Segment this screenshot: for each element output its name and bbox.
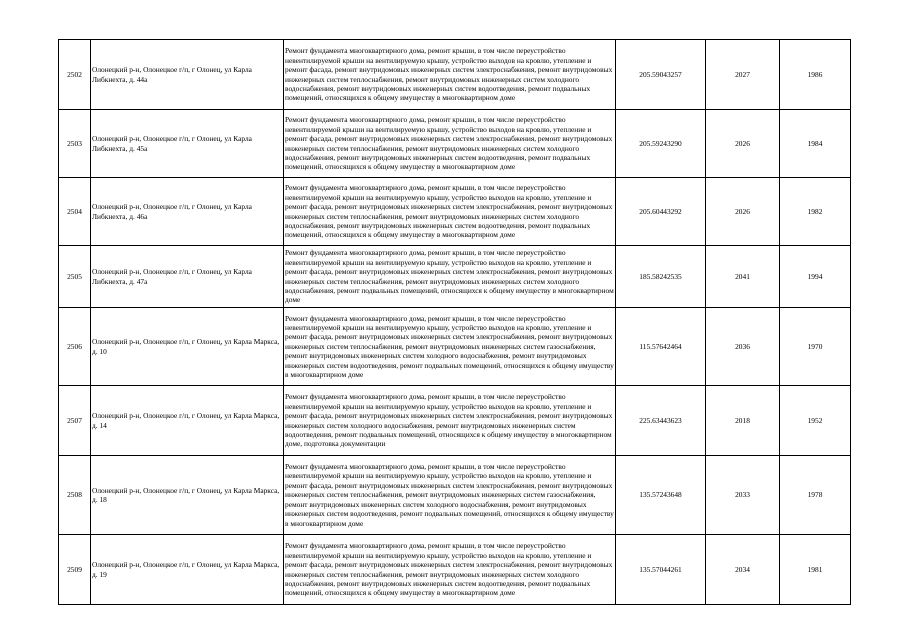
planned-year-cell: 2041 — [706, 246, 780, 308]
repair-cost-cell: 225.63443623 — [616, 386, 706, 456]
year-built-cell: 1994 — [780, 246, 851, 308]
repair-works-cell: Ремонт фундамента многоквартирного дома, ремонт крыши, в том числе переустройство невентилируемой крыши на вентилируемую крышу, устройство выходов на кровлю, утепление и ремонт фасада, ремонт внутридомовых инженерных систем электроснабжения, ремонт внутридомовых инженерных систем холодного водоснабжения, ремонт внутридомовых инженерных систем водоотведения, ремонт подвальных помещений, относящихся к общему имуществу в многоквартирном доме, подготовка документации — [284, 386, 616, 456]
year-built-cell: 1984 — [780, 110, 851, 178]
table-body — [59, 40, 851, 605]
house-address-cell: Олонецкий р-н, Олонецкое г/п, г Олонец, ул Карла Либкнехта, д. 47а — [91, 246, 284, 308]
repair-cost-cell: 185.58242535 — [616, 246, 706, 308]
repair-works-cell: Ремонт фундамента многоквартирного дома, ремонт крыши, в том числе переустройство невентилируемой крыши на вентилируемую крышу, устройство выходов на кровлю, утепление и ремонт фасада, ремонт внутридомовых инженерных систем электроснабжения, ремонт внутридомовых инженерных систем теплоснабжения, ремонт внутридомовых инженерных систем холодного водоснабжения, ремонт внутридомовых инженерных систем водоотведения, ремонт подвальных помещений, относящихся к общему имуществу в многоквартирном доме — [284, 178, 616, 246]
planned-year-cell: 2026 — [706, 110, 780, 178]
repair-works-cell: Ремонт фундамента многоквартирного дома, ремонт крыши, в том числе переустройство невентилируемой крыши на вентилируемую крышу, устройство выходов на кровлю, утепление и ремонт фасада, ремонт внутридомовых инженерных систем электроснабжения, ремонт внутридомовых инженерных систем теплоснабжения, ремонт внутридомовых инженерных систем холодного водоснабжения, ремонт внутридомовых инженерных систем водоотведения, ремонт подвальных помещений, относящихся к общему имуществу в многоквартирном доме — [284, 535, 616, 605]
repair-cost-cell: 135.57243648 — [616, 456, 706, 535]
year-built-cell: 1970 — [780, 308, 851, 386]
house-address-cell: Олонецкий р-н, Олонецкое г/п, г Олонец, ул Карла Маркса, д. 14 — [91, 386, 284, 456]
planned-year-cell: 2036 — [706, 308, 780, 386]
repair-works-cell: Ремонт фундамента многоквартирного дома, ремонт крыши, в том числе переустройство невентилируемой крыши на вентилируемую крышу, устройство выходов на кровлю, утепление и ремонт фасада, ремонт внутридомовых инженерных систем электроснабжения, ремонт внутридомовых инженерных систем теплоснабжения, ремонт внутридомовых инженерных систем холодного водоснабжения, ремонт внутридомовых инженерных систем водоотведения, ремонт подвальных помещений, относящихся к общему имуществу в многоквартирном доме — [284, 110, 616, 178]
planned-year-cell: 2018 — [706, 386, 780, 456]
table-row — [59, 40, 851, 110]
year-built-cell: 1982 — [780, 178, 851, 246]
row-number-cell: 2505 — [59, 246, 91, 308]
table-row — [59, 386, 851, 456]
repair-cost-cell: 135.57044261 — [616, 535, 706, 605]
planned-year-cell: 2027 — [706, 40, 780, 110]
year-built-cell: 1986 — [780, 40, 851, 110]
planned-year-cell: 2033 — [706, 456, 780, 535]
row-number-cell: 2502 — [59, 40, 91, 110]
table-row — [59, 535, 851, 605]
table-row — [59, 246, 851, 308]
repair-works-cell: Ремонт фундамента многоквартирного дома, ремонт крыши, в том числе переустройство невентилируемой крыши на вентилируемую крышу, устройство выходов на кровлю, утепление и ремонт фасада, ремонт внутридомовых инженерных систем электроснабжения, ремонт внутридомовых инженерных систем теплоснабжения, ремонт внутридомовых инженерных систем газоснабжения, ремонт внутридомовых инженерных систем холодного водоснабжения, ремонт внутридомовых инженерных систем водоотведения, ремонт подвальных помещений, относящихся к общему имуществу в многоквартирном доме — [284, 308, 616, 386]
table-row — [59, 308, 851, 386]
row-number-cell: 2508 — [59, 456, 91, 535]
repair-works-cell: Ремонт фундамента многоквартирного дома, ремонт крыши, в том числе переустройство невентилируемой крыши на вентилируемую крышу, устройство выходов на кровлю, утепление и ремонт фасада, ремонт внутридомовых инженерных систем электроснабжения, ремонт внутридомовых инженерных систем теплоснабжения, ремонт внутридомовых инженерных систем газоснабжения, ремонт внутридомовых инженерных систем холодного водоснабжения, ремонт внутридомовых инженерных систем водоотведения, ремонт подвальных помещений, относящихся к общему имуществу в многоквартирном доме — [284, 456, 616, 535]
table-row — [59, 456, 851, 535]
row-number-cell: 2507 — [59, 386, 91, 456]
repair-cost-cell: 115.57642464 — [616, 308, 706, 386]
table-row — [59, 110, 851, 178]
capital-repair-table — [58, 39, 851, 605]
house-address-cell: Олонецкий р-н, Олонецкое г/п, г Олонец, ул Карла Либкнехта, д. 46а — [91, 178, 284, 246]
repair-works-cell: Ремонт фундамента многоквартирного дома, ремонт крыши, в том числе переустройство невентилируемой крыши на вентилируемую крышу, устройство выходов на кровлю, утепление и ремонт фасада, ремонт внутридомовых инженерных систем электроснабжения, ремонт внутридомовых инженерных систем теплоснабжения, ремонт внутридомовых инженерных систем холодного водоснабжения, ремонт подвальных помещений, относящихся к общему имуществу в многоквартирном доме — [284, 246, 616, 308]
house-address-cell: Олонецкий р-н, Олонецкое г/п, г Олонец, ул Карла Либкнехта, д. 44а — [91, 40, 284, 110]
table-row — [59, 178, 851, 246]
repair-cost-cell: 205.59043257 — [616, 40, 706, 110]
year-built-cell: 1981 — [780, 535, 851, 605]
year-built-cell: 1978 — [780, 456, 851, 535]
repair-cost-cell: 205.60443292 — [616, 178, 706, 246]
house-address-cell: Олонецкий р-н, Олонецкое г/п, г Олонец, ул Карла Маркса, д. 18 — [91, 456, 284, 535]
year-built-cell: 1952 — [780, 386, 851, 456]
row-number-cell: 2504 — [59, 178, 91, 246]
repair-works-cell: Ремонт фундамента многоквартирного дома, ремонт крыши, в том числе переустройство невентилируемой крыши на вентилируемую крышу, устройство выходов на кровлю, утепление и ремонт фасада, ремонт внутридомовых инженерных систем электроснабжения, ремонт внутридомовых инженерных систем теплоснабжения, ремонт внутридомовых инженерных систем холодного водоснабжения, ремонт внутридомовых инженерных систем водоотведения, ремонт подвальных помещений, относящихся к общему имуществу в многоквартирном доме — [284, 40, 616, 110]
row-number-cell: 2503 — [59, 110, 91, 178]
house-address-cell: Олонецкий р-н, Олонецкое г/п, г Олонец, ул Карла Маркса, д. 19 — [91, 535, 284, 605]
planned-year-cell: 2034 — [706, 535, 780, 605]
repair-cost-cell: 205.59243290 — [616, 110, 706, 178]
row-number-cell: 2506 — [59, 308, 91, 386]
row-number-cell: 2509 — [59, 535, 91, 605]
planned-year-cell: 2026 — [706, 178, 780, 246]
house-address-cell: Олонецкий р-н, Олонецкое г/п, г Олонец, ул Карла Маркса, д. 10 — [91, 308, 284, 386]
house-address-cell: Олонецкий р-н, Олонецкое г/п, г Олонец, ул Карла Либкнехта, д. 45а — [91, 110, 284, 178]
